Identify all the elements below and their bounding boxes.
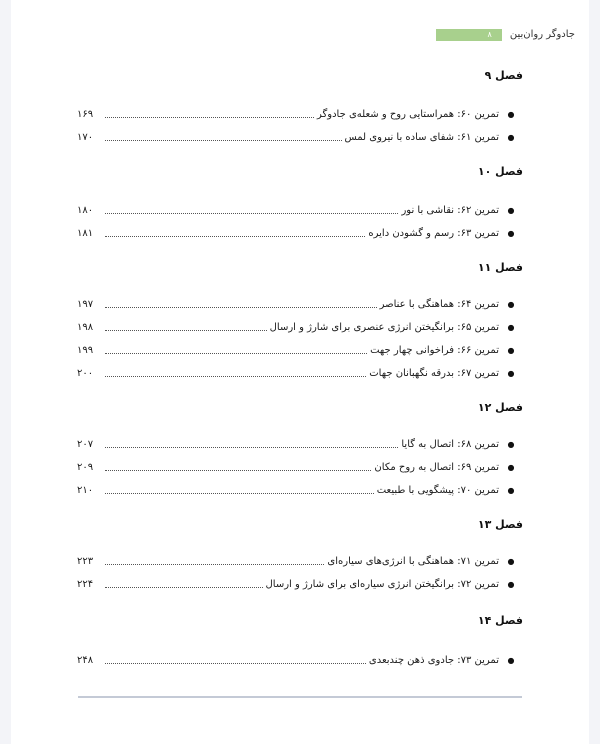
toc-entry[interactable] <box>77 293 523 316</box>
toc-entry[interactable] <box>77 649 523 672</box>
document-page <box>11 0 589 744</box>
chapter-12 <box>77 400 523 496</box>
footer-divider <box>78 696 522 698</box>
bullet-icon: ● <box>507 557 515 566</box>
entry-page: ۱۶۹ <box>77 109 94 120</box>
toc-entry[interactable] <box>77 199 523 222</box>
chapter-10 <box>77 164 523 239</box>
entry-page: ۱۹۸ <box>77 322 94 333</box>
page-number-badge <box>436 29 502 41</box>
entry-title: تمرین ۶۹: اتصال به روح مکان <box>374 462 499 473</box>
dot-leader <box>105 493 374 494</box>
chapter-title: فصل ۱۴ <box>477 614 523 627</box>
dot-leader <box>105 353 367 354</box>
entry-title: تمرین ۶۲: نقاشی با نور <box>401 205 499 216</box>
dot-leader <box>105 587 263 588</box>
chapter-11 <box>77 260 523 379</box>
entry-list <box>77 199 523 245</box>
bullet-icon: ● <box>507 369 515 378</box>
dot-leader <box>105 307 377 308</box>
entry-title: تمرین ۷۲: برانگیختن انرژی سیاره‌ای برای شارژ و ارسال <box>265 579 499 590</box>
toc-entry[interactable] <box>77 433 523 456</box>
toc-entry[interactable] <box>77 479 523 502</box>
entry-title: تمرین ۶۷: بدرقه نگهبانان جهات <box>369 368 499 379</box>
entry-title: تمرین ۶۶: فراخوانی چهار جهت <box>370 345 499 356</box>
bullet-icon: ● <box>507 440 515 449</box>
entry-page: ۲۱۰ <box>77 485 94 496</box>
bullet-icon: ● <box>507 346 515 355</box>
entry-list <box>77 293 523 385</box>
entry-list <box>77 103 523 149</box>
toc-entry[interactable] <box>77 222 523 245</box>
entry-list <box>77 433 523 502</box>
bullet-icon: ● <box>507 463 515 472</box>
dot-leader <box>105 376 366 377</box>
entry-list <box>77 649 523 672</box>
entry-page: ۲۴۸ <box>77 655 94 666</box>
chapter-title: فصل ۱۱ <box>477 261 523 274</box>
entry-title: تمرین ۶۰: همراستایی روح و شعله‌ی جادوگر <box>316 109 499 120</box>
chapter-title: فصل ۱۲ <box>477 401 523 414</box>
dot-leader <box>105 330 267 331</box>
entry-title: تمرین ۷۳: جادوی ذهن چندبعدی <box>368 655 499 666</box>
book-title: جادوگر روان‌بین <box>509 29 575 40</box>
dot-leader <box>105 447 398 448</box>
entry-list <box>77 550 523 596</box>
entry-page: ۱۷۰ <box>77 132 94 143</box>
dot-leader <box>105 663 366 664</box>
entry-page: ۱۹۷ <box>77 299 94 310</box>
dot-leader <box>105 236 365 237</box>
dot-leader <box>105 564 324 565</box>
toc-entry[interactable] <box>77 316 523 339</box>
entry-title: تمرین ۶۵: برانگیختن انرژی عنصری برای شارژ و ارسال <box>269 322 499 333</box>
bullet-icon: ● <box>507 133 515 142</box>
entry-title: تمرین ۶۱: شفای ساده با نیروی لمس <box>344 132 499 143</box>
bullet-icon: ● <box>507 229 515 238</box>
entry-title: تمرین ۶۳: رسم و گشودن دایره <box>368 228 499 239</box>
chapter-title: فصل ۱۳ <box>477 518 523 531</box>
toc-entry[interactable] <box>77 126 523 149</box>
entry-page: ۲۰۹ <box>77 462 94 473</box>
entry-page: ۲۰۷ <box>77 439 94 450</box>
bullet-icon: ● <box>507 323 515 332</box>
chapter-title: فصل ۱۰ <box>477 165 523 178</box>
toc-entry[interactable] <box>77 573 523 596</box>
toc-entry[interactable] <box>77 456 523 479</box>
bullet-icon: ● <box>507 656 515 665</box>
toc-entry[interactable] <box>77 550 523 573</box>
running-header <box>436 28 575 41</box>
toc-entry[interactable] <box>77 362 523 385</box>
entry-page: ۲۰۰ <box>77 368 94 379</box>
bullet-icon: ● <box>507 580 515 589</box>
bullet-icon: ● <box>507 206 515 215</box>
dot-leader <box>105 140 342 141</box>
chapter-14 <box>77 613 523 666</box>
entry-title: تمرین ۷۱: هماهنگی با انرژی‌های سیاره‌ای <box>327 556 499 567</box>
bullet-icon: ● <box>507 300 515 309</box>
entry-page: ۱۸۱ <box>77 228 94 239</box>
chapter-9 <box>77 68 523 143</box>
entry-title: تمرین ۷۰: پیشگویی با طبیعت <box>376 485 499 496</box>
chapter-13 <box>77 517 523 590</box>
entry-page: ۱۸۰ <box>77 205 94 216</box>
entry-page: ۲۲۴ <box>77 579 94 590</box>
page-number: ۸ <box>487 29 492 39</box>
dot-leader <box>105 470 371 471</box>
toc-entry[interactable] <box>77 103 523 126</box>
dot-leader <box>105 117 314 118</box>
chapter-title: فصل ۹ <box>484 69 523 82</box>
dot-leader <box>105 213 398 214</box>
entry-title: تمرین ۶۸: اتصال به گایا <box>401 439 499 450</box>
entry-title: تمرین ۶۴: هماهنگی با عناصر <box>379 299 499 310</box>
entry-page: ۱۹۹ <box>77 345 94 356</box>
entry-page: ۲۲۳ <box>77 556 94 567</box>
toc-entry[interactable] <box>77 339 523 362</box>
bullet-icon: ● <box>507 110 515 119</box>
bullet-icon: ● <box>507 486 515 495</box>
